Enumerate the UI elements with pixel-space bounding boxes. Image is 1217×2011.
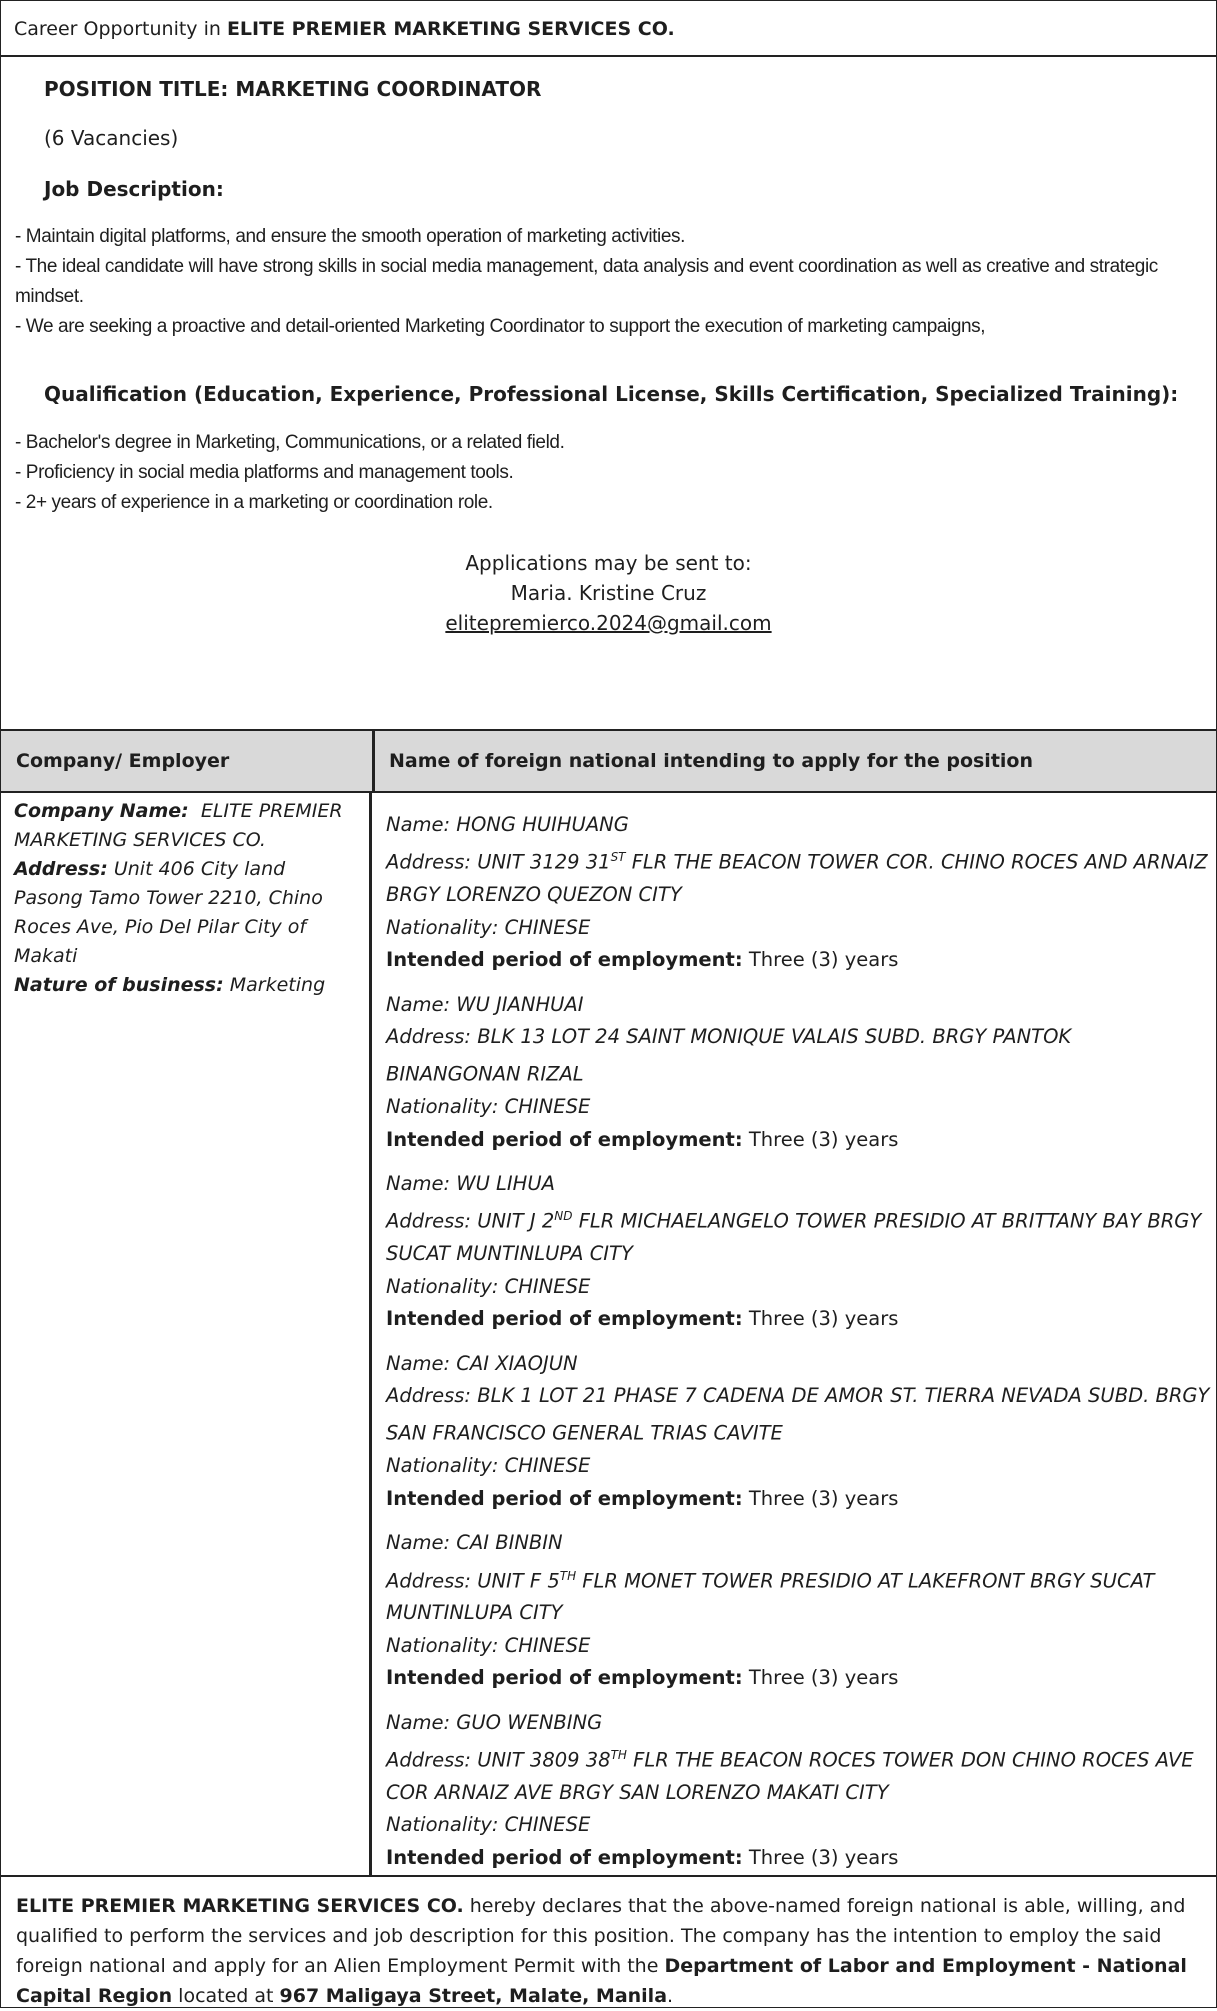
national-name: Name: WU JIANHUAI [386,992,584,1016]
national-address: Address: BLK 13 LOT 24 SAINT MONIQUE VALAIS SUBD. BRGY PANTOK BINANGONAN RIZAL [386,1024,1072,1086]
contact-name: Maria. Kristine Cruz [510,581,707,605]
qualification-item: - Bachelor's degree in Marketing, Communications, or a related field. [15,432,565,453]
company-name-label: Company Name: [14,800,189,822]
company-address-value: Unit 406 City land Pasong Tamo Tower 2210, Chino Roces Ave, Pio Del Pilar City of Makati [14,858,323,967]
national-nationality: Nationality: CHINESE [386,1633,591,1657]
position-section [1,57,1216,731]
declaration-footer [1,1877,1216,2011]
company-details-cell [1,793,372,1875]
employment-period: Intended period of employment: Three (3) years [386,1666,899,1690]
declaration-location: 967 Maligaya Street, Malate, Manila [279,1985,668,2007]
company-address-label: Address: [14,858,108,880]
job-description-heading: Job Description: [44,177,224,201]
posting-header [1,1,1216,57]
national-entry [386,809,1212,977]
employment-period: Intended period of employment: Three (3) years [386,1486,899,1510]
national-name: Name: HONG HUIHUANG [386,813,629,836]
column-header-nationals: Name of foreign national intending to apply for the position [389,750,1033,772]
foreign-nationals-table [1,731,1216,1877]
national-entry [386,1168,1212,1336]
employment-period: Intended period of employment: Three (3) years [386,1127,899,1151]
company-name-value: ELITE PREMIER MARKETING SERVICES CO. [14,800,343,851]
employment-period: Intended period of employment: Three (3) years [386,948,899,972]
nationals-cell [372,793,1216,1875]
business-nature-label: Nature of business: [14,974,224,996]
application-contact [1,548,1216,638]
job-description-item: - We are seeking a proactive and detail-oriented Marketing Coordinator to support the execution of marketing campaigns, [15,316,986,337]
declaration-text: hereby declares that the above-named foreign national is able, willing, and qualified to perform the services and job description for this position. The company has the intention to employ the said foreign national and apply for an Alien Employment Permit with the [16,1895,1186,1977]
table-body-row [1,793,1216,1875]
qualification-item: - 2+ years of experience in a marketing or coordination role. [15,492,493,513]
header-prefix: Career Opportunity in [14,18,227,40]
header-company-name: ELITE PREMIER MARKETING SERVICES CO. [226,18,675,40]
national-address: Address: UNIT F 5TH FLR MONET TOWER PRESIDIO AT LAKEFRONT BRGY SUCAT MUNTINLUPA CITY [386,1568,1155,1625]
national-entry [386,1707,1212,1875]
job-description-list [15,222,1206,342]
column-header-company: Company/ Employer [1,731,375,791]
position-title: POSITION TITLE: MARKETING COORDINATOR [44,77,542,101]
national-nationality: Nationality: CHINESE [386,1813,591,1837]
job-description-item: - Maintain digital platforms, and ensure the smooth operation of marketing activities. [15,226,686,247]
business-nature-value: Marketing [229,974,326,996]
national-address: Address: UNIT 3809 38TH FLR THE BEACON ROCES TOWER DON CHINO ROCES AVE COR ARNAIZ AVE BRGY SAN LORENZO MAKATI CITY [386,1748,1194,1804]
national-name: Name: CAI XIAOJUN [386,1351,578,1375]
job-description-item: - The ideal candidate will have strong skills in social media management, data analysis and event coordination as well as creative and strategic mindset. [15,256,1158,307]
national-entry [386,989,1212,1157]
contact-email-link[interactable]: elitepremierco.2024@gmail.com [445,611,772,635]
declaration-text-2: located at [172,1985,280,2007]
employment-period: Intended period of employment: Three (3) years [386,1845,899,1869]
national-name: Name: GUO WENBING [386,1710,603,1734]
national-address: Address: UNIT 3129 31ST FLR THE BEACON TOWER COR. CHINO ROCES AND ARNAIZ BRGY LORENZO QUEZON CITY [386,850,1208,907]
national-address: Address: UNIT J 2ND FLR MICHAELANGELO TOWER PRESIDIO AT BRITTANY BAY BRGY SUCAT MUNTINLUPA CITY [386,1209,1202,1266]
national-entry [386,1348,1212,1516]
apply-instructions: Applications may be sent to: [465,551,752,575]
declaration-company: ELITE PREMIER MARKETING SERVICES CO. [16,1895,464,1917]
national-name: Name: CAI BINBIN [386,1531,563,1555]
employment-period: Intended period of employment: Three (3) years [386,1307,899,1331]
qualification-item: - Proficiency in social media platforms and management tools. [15,462,514,483]
national-name: Name: WU LIHUA [386,1172,555,1196]
national-nationality: Nationality: CHINESE [386,1454,591,1478]
declaration-end: . [667,1985,674,2007]
table-header-row [1,731,1216,793]
qualification-list [15,428,1206,518]
national-address: Address: BLK 1 LOT 21 PHASE 7 CADENA DE AMOR ST. TIERRA NEVADA SUBD. BRGY SAN FRANCISCO GENERAL TRIAS CAVITE [386,1384,1210,1445]
qualification-heading: Qualification (Education, Experience, Professional License, Skills Certification, Specialized Training): [44,382,1179,406]
national-nationality: Nationality: CHINESE [386,915,591,939]
national-nationality: Nationality: CHINESE [386,1274,591,1298]
national-nationality: Nationality: CHINESE [386,1095,591,1119]
declaration-department: Department of Labor and Employment - National Capital Region [16,1955,1187,2007]
vacancies-count: (6 Vacancies) [44,126,179,150]
national-entry [386,1527,1212,1695]
